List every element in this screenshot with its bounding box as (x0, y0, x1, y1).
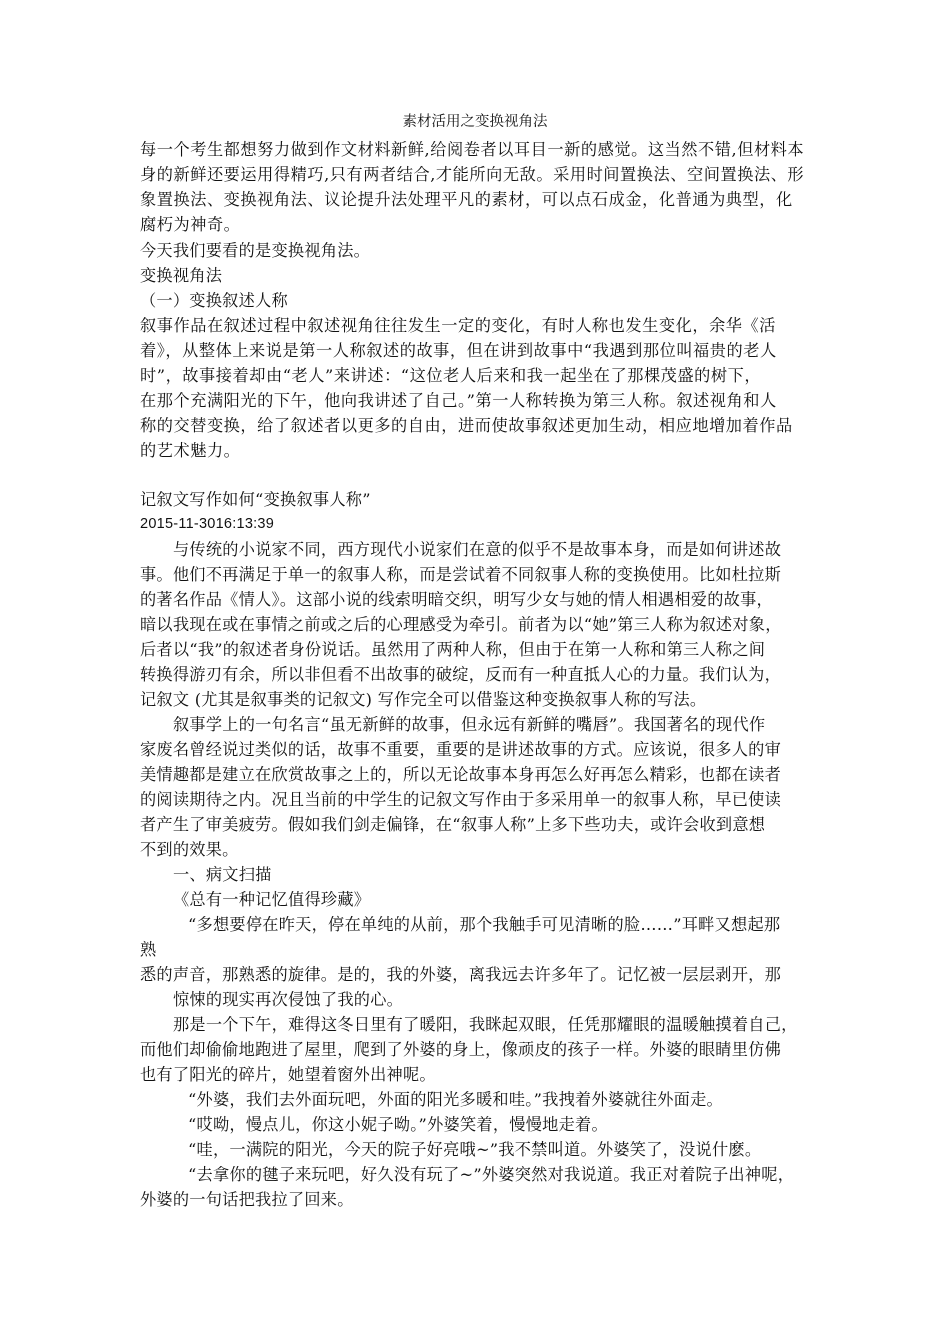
text-line: 后者以“我”的叙述者身份说话。虽然用了两种人称，但由于在第一人称和第三人称之间 (140, 640, 766, 659)
article-title: 记叙文写作如何“变换叙事人称” (140, 490, 371, 509)
text-line: 的阅读期待之内。况且当前的中学生的记叙文写作由于多采用单一的叙事人称，早已使读 (140, 790, 782, 809)
text-line: 不到的效果。 (140, 840, 239, 859)
text-line: 腐朽为神奇。 (140, 215, 241, 234)
text-line: 事。他们不再满足于单一的叙事人称，而是尝试着不同叙事人称的变换使用。比如杜拉斯 (140, 565, 782, 584)
text-line: 与传统的小说家不同，西方现代小说家们在意的似乎不是故事本身，而是如何讲述故 (173, 540, 782, 559)
text-line: 在那个充满阳光的下午，他向我讲述了自己。”第一人称转换为第三人称。叙述视角和人 (140, 391, 777, 410)
text-line: 家废名曾经说过类似的话，故事不重要，重要的是讲述故事的方式。应该说，很多人的审 (140, 740, 782, 759)
text-line: 暗以我现在或在事情之前或之后的心理感受为牵引。前者为以“她”第三人称为叙述对象， (140, 615, 782, 634)
text-line: “外婆，我们去外面玩吧，外面的阳光多暖和哇。”我拽着外婆就往外面走。 (188, 1090, 723, 1109)
text-line: 的艺术魅力。 (140, 441, 241, 460)
text-line: 者产生了审美疲劳。假如我们剑走偏锋，在“叙事人称”上多下些功夫，或许会收到意想 (140, 815, 766, 834)
text-line: 熟 (140, 940, 157, 959)
section-subheading: （一）变换叙述人称 (140, 291, 288, 310)
intro-paragraph (140, 137, 816, 237)
text-line: 每一个考生都想努力做到作文材料新鲜,给阅卷者以耳目一新的感觉。这当然不错,但材料本 (140, 140, 805, 159)
text-line: 悉的声音，那熟悉的旋律。是的，我的外婆，离我远去许多年了。记忆被一层层剥开，那 (140, 965, 782, 984)
text-line: 惊悚的现实再次侵蚀了我的心。 (173, 990, 404, 1009)
today-line: 今天我们要看的是变换视角法。 (140, 241, 371, 260)
section-heading: 变换视角法 (140, 266, 223, 285)
text-line: 象置换法、变换视角法、议论提升法处理平凡的素材，可以点石成金，化普通为典型，化 (140, 190, 793, 209)
text-line: 转换得游刃有余，所以非但看不出故事的破绽，反而有一种直抵人心的力量。我们认为， (140, 665, 782, 684)
text-line: “多想要停在昨天，停在单纯的从前，那个我触手可见清晰的脸……”耳畔又想起那 (188, 915, 781, 934)
text-line: “哇，一满院的阳光，今天的院子好亮哦~”我不禁叫道。外婆笑了，没说什麽。 (188, 1140, 762, 1159)
text-line: 而他们却偷偷地跑进了屋里，爬到了外婆的身上，像顽皮的孩子一样。外婆的眼睛里仿佛 (140, 1040, 782, 1059)
text-line: 《总有一种记忆值得珍藏》 (173, 890, 371, 909)
text-line: 美情趣都是建立在欣赏故事之上的，所以无论故事本身再怎么好再怎么精彩，也都在读者 (140, 765, 782, 784)
narration-paragraph (140, 313, 816, 463)
text-line: 那是一个下午，难得这冬日里有了暖阳，我眯起双眼，任凭那耀眼的温暖触摸着自己， (173, 1015, 798, 1034)
text-line: “去拿你的毽子来玩吧，好久没有玩了~”外婆突然对我说道。我正对着院子出神呢， (188, 1165, 795, 1184)
text-line: 着》，从整体上来说是第一人称叙述的故事，但在讲到故事中“我遇到那位叫福贵的老人 (140, 341, 777, 360)
text-line: 也有了阳光的碎片，她望着窗外出神呢。 (140, 1065, 436, 1084)
article-date: 2015-11-3016:13:39 (140, 516, 275, 532)
document-title: 素材活用之变换视角法 (402, 114, 548, 130)
text-line: 时”，故事接着却由“老人”来讲述：“这位老人后来和我一起坐在了那棵茂盛的树下， (140, 366, 762, 385)
text-line: 叙事作品在叙述过程中叙述视角往往发生一定的变化，有时人称也发生变化，余华《活 (140, 316, 777, 335)
text-line: 外婆的一句话把我拉了回来。 (140, 1190, 354, 1209)
text-line: “哎呦，慢点儿，你这小妮子呦。”外婆笑着，慢慢地走着。 (188, 1115, 608, 1134)
text-line: 记叙文 (尤其是叙事类的记叙文) 写作完全可以借鉴这种变换叙事人称的写法。 (140, 690, 707, 709)
text-line: 身的新鲜还要运用得精巧,只有两者结合,才能所向无敌。采用时间置换法、空间置换法、形 (140, 165, 805, 184)
text-line: 叙事学上的一句名言“虽无新鲜的故事，但永远有新鲜的嘴唇”。我国著名的现代作 (173, 715, 766, 734)
article-section (140, 487, 816, 1212)
section-headings (140, 238, 816, 313)
text-line: 的著名作品《情人》。这部小说的线索明暗交织，明写少女与她的情人相遇相爱的故事， (140, 590, 773, 609)
text-line: 称的交替变换，给了叙述者以更多的自由，进而使故事叙述更加生动，相应地增加着作品 (140, 416, 793, 435)
text-line: 一、病文扫描 (173, 865, 272, 884)
